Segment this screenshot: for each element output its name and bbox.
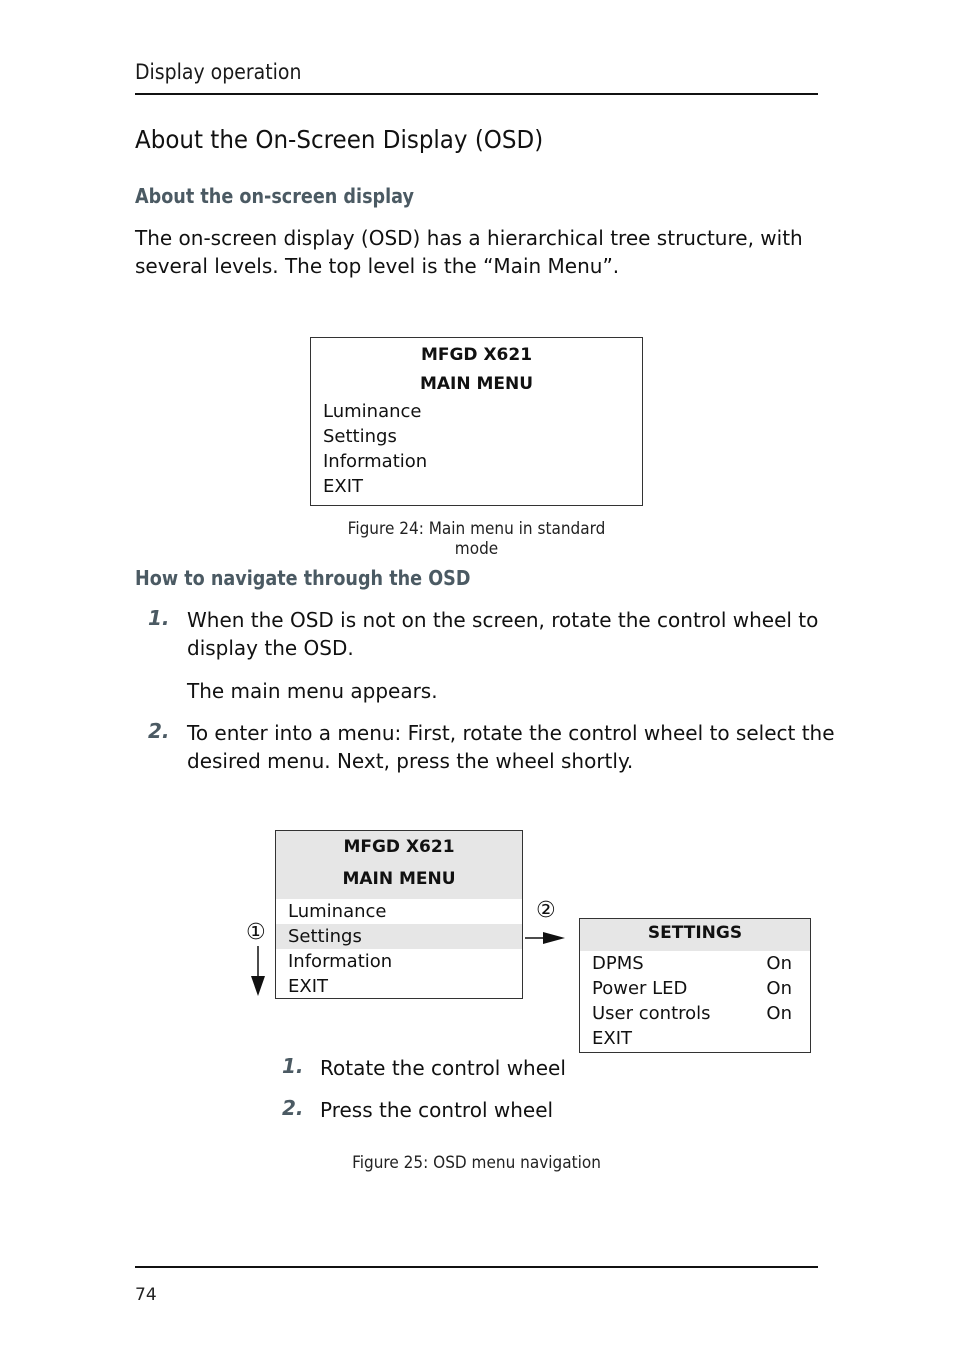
osd-item-exit: EXIT	[288, 976, 329, 997]
settings-value: On	[766, 978, 792, 999]
subsection-heading-about: About the on-screen display	[135, 184, 414, 208]
osd-item-exit: EXIT	[323, 476, 364, 497]
settings-row-power-led	[580, 976, 810, 1001]
step-1-line-2: display the OSD.	[187, 636, 354, 660]
settings-row-exit	[580, 1026, 810, 1051]
figure25-caption: Figure 25: OSD menu navigation	[352, 1153, 601, 1173]
step-1-line-1: When the OSD is not on the screen, rotate the control wheel to	[187, 608, 819, 632]
osd-settings-menu	[579, 918, 811, 1053]
osd-item-settings-selected: Settings	[276, 924, 522, 949]
settings-value: On	[766, 953, 792, 974]
footer-rule	[135, 1266, 818, 1268]
osd-item-luminance: Luminance	[288, 901, 387, 922]
subsection-heading-navigate: How to navigate through the OSD	[135, 566, 471, 590]
osd-menu-title: MAIN MENU	[419, 374, 534, 394]
rotate-arrow-icon	[249, 946, 267, 998]
settings-row-dpms	[580, 951, 810, 976]
settings-row-user-controls	[580, 1001, 810, 1026]
intro-line-2: several levels. The top level is the “Main Menu”.	[135, 254, 620, 278]
osd-item-luminance: Luminance	[323, 401, 422, 422]
figure24-caption: Figure 24: Main menu in standard mode	[347, 519, 606, 559]
settings-label: User controls	[592, 1003, 711, 1024]
step-2-line-1: To enter into a menu: First, rotate the control wheel to select the	[187, 721, 835, 745]
page-number: 74	[135, 1285, 157, 1305]
osd-main-menu-figure24	[310, 337, 643, 506]
intro-line-1: The on-screen display (OSD) has a hierarchical tree structure, with	[135, 226, 803, 250]
step-2-line-2: desired menu. Next, press the wheel shortly.	[187, 749, 634, 773]
settings-value: On	[766, 1003, 792, 1024]
settings-label: DPMS	[592, 953, 644, 974]
osd-item-information: Information	[323, 451, 428, 472]
legend-2-text: Press the control wheel	[320, 1098, 554, 1122]
osd-header-block	[276, 831, 522, 899]
intro-paragraph	[135, 224, 803, 280]
marker-1: ①	[246, 920, 266, 945]
legend-2-number: 2.	[282, 1096, 304, 1120]
settings-label: Power LED	[592, 978, 688, 999]
press-arrow-icon	[523, 929, 567, 947]
running-header: Display operation	[135, 60, 302, 84]
marker-2: ②	[536, 898, 556, 923]
osd-model-name: MFGD X621	[420, 345, 533, 365]
step-1-result: The main menu appears.	[187, 679, 438, 703]
legend-1-number: 1.	[282, 1054, 304, 1078]
header-rule	[135, 93, 818, 95]
step-1-number: 1.	[148, 606, 170, 630]
legend-1-text: Rotate the control wheel	[320, 1056, 566, 1080]
settings-title: SETTINGS	[580, 919, 810, 951]
settings-label: EXIT	[592, 1028, 633, 1049]
step-2-text	[187, 719, 835, 775]
osd-menu-title: MAIN MENU	[342, 869, 456, 889]
osd-main-menu-figure25	[275, 830, 523, 999]
osd-model-name: MFGD X621	[343, 837, 455, 857]
section-title: About the On-Screen Display (OSD)	[135, 125, 544, 154]
osd-item-information: Information	[288, 951, 393, 972]
osd-item-settings: Settings	[323, 426, 397, 447]
step-2-number: 2.	[148, 719, 170, 743]
step-1-text	[187, 606, 818, 662]
